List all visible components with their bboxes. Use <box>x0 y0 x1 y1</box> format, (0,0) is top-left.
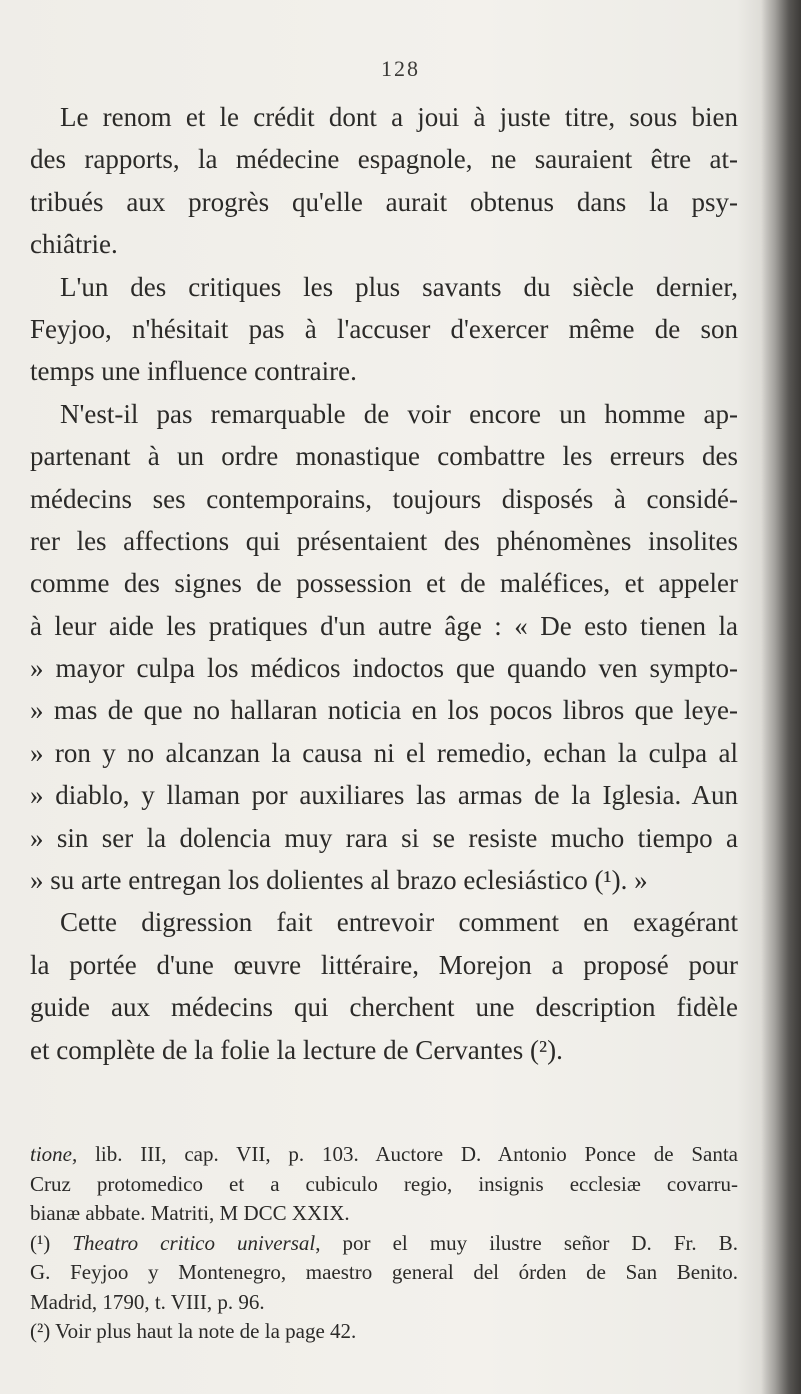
body-line-3: tribués aux progrès qu'elle aurait obtenus dans la psy- <box>30 186 738 217</box>
body-line-8: N'est-il pas remarquable de voir encore un homme ap- <box>60 398 738 429</box>
footnote-line-7: (²) Voir plus haut la note de la page 42. <box>30 1319 357 1343</box>
body-line-5: L'un des critiques les plus savants du siècle dernier, <box>60 271 738 302</box>
footnote-line-2: Cruz protomedico et a cubiculo regio, insignis ecclesiæ covarru- <box>30 1171 738 1196</box>
body-line-20: Cette digression fait entrevoir comment en exagérant <box>60 907 738 938</box>
body-line-9: partenant à un ordre monastique combattre les erreurs des <box>30 441 738 472</box>
body-line-2: des rapports, la médecine espagnole, ne sauraient être at- <box>30 144 738 175</box>
body-line-16: » ron y no alcanzan la causa ni el remedio, echan la culpa al <box>30 737 738 768</box>
body-line-17: » diablo, y llaman por auxiliares las armas de la Iglesia. Aun <box>30 780 738 811</box>
body-line-11: rer les affections qui présentaient des phénomènes insolites <box>30 525 738 556</box>
page-edge-shadow <box>761 0 801 1394</box>
body-text <box>30 96 738 1071</box>
body-line-21: la portée d'une œuvre littéraire, Morejon a proposé pour <box>30 949 738 980</box>
body-line-15: » mas de que no hallaran noticia en los pocos libros que leye- <box>30 695 738 726</box>
body-line-22: guide aux médecins qui cherchent une description fidèle <box>30 992 738 1023</box>
page-number: 128 <box>381 56 420 81</box>
body-line-12: comme des signes de possession et de maléfices, et appeler <box>30 568 738 599</box>
footnote-line-1: tione, lib. III, cap. VII, p. 103. Auctore D. Antonio Ponce de Santa <box>30 1142 738 1166</box>
body-line-4: chiâtrie. <box>30 229 118 260</box>
body-line-18: » sin ser la dolencia muy rara si se resiste mucho tiempo a <box>30 822 738 853</box>
body-line-19: » su arte entregan los dolientes al brazo eclesiástico (¹). » <box>30 865 648 896</box>
body-line-6: Feyjoo, n'hésitait pas à l'accuser d'exercer même de son <box>30 313 738 344</box>
footnote-line-4: (¹) Theatro critico universal, por el muy ilustre señor D. Fr. B. <box>30 1230 738 1255</box>
body-line-10: médecins ses contemporains, toujours disposés à considé- <box>30 483 738 514</box>
body-line-13: à leur aide les pratiques d'un autre âge : « De esto tienen la <box>30 610 738 641</box>
footnote-line-3: bianæ abbate. Matriti, M DCC XXIX. <box>30 1201 350 1225</box>
footnote-line-6: Madrid, 1790, t. VIII, p. 96. <box>30 1289 265 1314</box>
footnote-line-5: G. Feyjoo y Montenegro, maestro general del órden de San Benito. <box>30 1260 738 1284</box>
body-line-7: temps une influence contraire. <box>30 356 357 387</box>
body-line-1: Le renom et le crédit dont a joui à juste titre, sous bien <box>60 102 738 132</box>
body-line-23: et complète de la folie la lecture de Cervantes (²). <box>30 1034 563 1065</box>
body-line-14: » mayor culpa los médicos indoctos que quando ven sympto- <box>30 653 738 684</box>
footnotes <box>30 1140 738 1347</box>
